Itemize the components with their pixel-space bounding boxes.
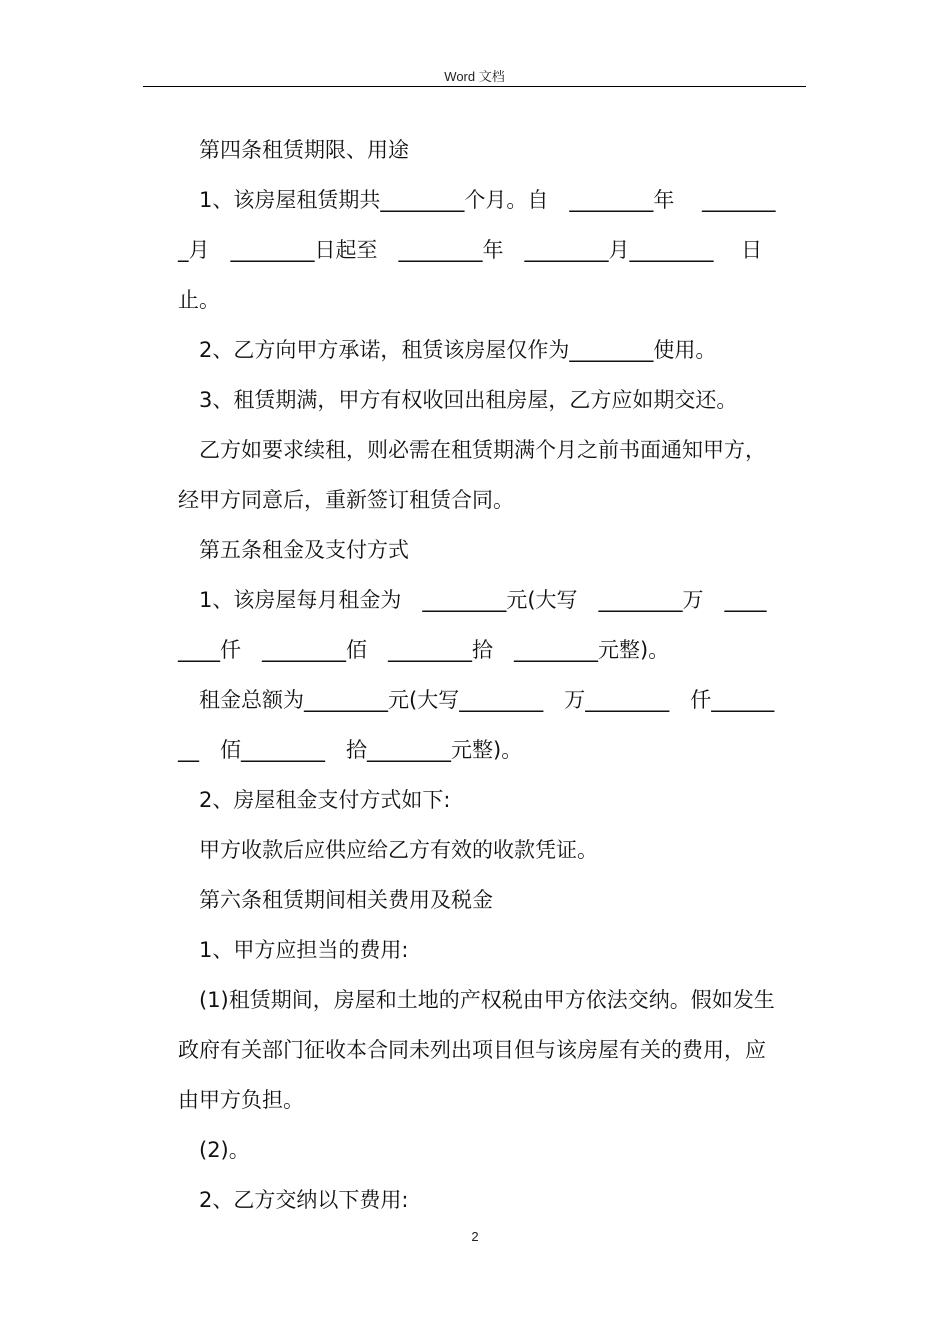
page-number: 2 xyxy=(471,1229,479,1244)
paragraph-line: 1、该房屋租赁期共________个月。自 ________年 _______ xyxy=(199,188,776,212)
paragraph-line: 1、该房屋每月租金为 ________元(大写 ________万 ____ xyxy=(199,588,767,612)
paragraph-line: __ 佰________ 拾________元整)。 xyxy=(178,738,523,762)
paragraph-line: ____仟 ________佰 ________拾 ________元整)。 xyxy=(178,638,670,662)
section-heading-5: 第五条租金及支付方式 xyxy=(199,538,409,562)
paragraph-line: (1)租赁期间，房屋和土地的产权税由甲方依法交纳。假如发生 xyxy=(199,988,775,1012)
paragraph-line: 经甲方同意后，重新签订租赁合同。 xyxy=(178,488,514,512)
paragraph-line: 2、乙方向甲方承诺，租赁该房屋仅作为________使用。 xyxy=(199,338,717,362)
section-heading-6: 第六条租赁期间相关费用及税金 xyxy=(199,888,493,912)
paragraph-line: 租金总额为________元(大写________ 万________ 仟______ xyxy=(199,688,775,712)
header-divider xyxy=(143,86,806,87)
document-body xyxy=(178,125,810,1225)
paragraph-line: 3、租赁期满，甲方有权收回出租房屋，乙方应如期交还。 xyxy=(199,388,738,412)
paragraph-line: 2、乙方交纳以下费用: xyxy=(199,1188,409,1212)
section-heading-4: 第四条租赁期限、用途 xyxy=(199,138,409,162)
paragraph-line: 1、甲方应担当的费用: xyxy=(199,938,409,962)
paragraph-line: _月 ________日起至 ________年 ________月________ 日 xyxy=(178,238,763,262)
paragraph-line: 由甲方负担。 xyxy=(178,1088,304,1112)
page-header: Word 文档 xyxy=(444,69,505,84)
paragraph-line: (2)。 xyxy=(199,1138,250,1162)
paragraph-line: 政府有关部门征收本合同未列出项目但与该房屋有关的费用，应 xyxy=(178,1038,766,1062)
paragraph-line: 2、房屋租金支付方式如下: xyxy=(199,788,451,812)
paragraph-line: 甲方收款后应供应给乙方有效的收款凭证。 xyxy=(199,838,598,862)
paragraph-line: 乙方如要求续租，则必需在租赁期满个月之前书面通知甲方， xyxy=(199,438,766,462)
paragraph-line: 止。 xyxy=(178,288,220,312)
